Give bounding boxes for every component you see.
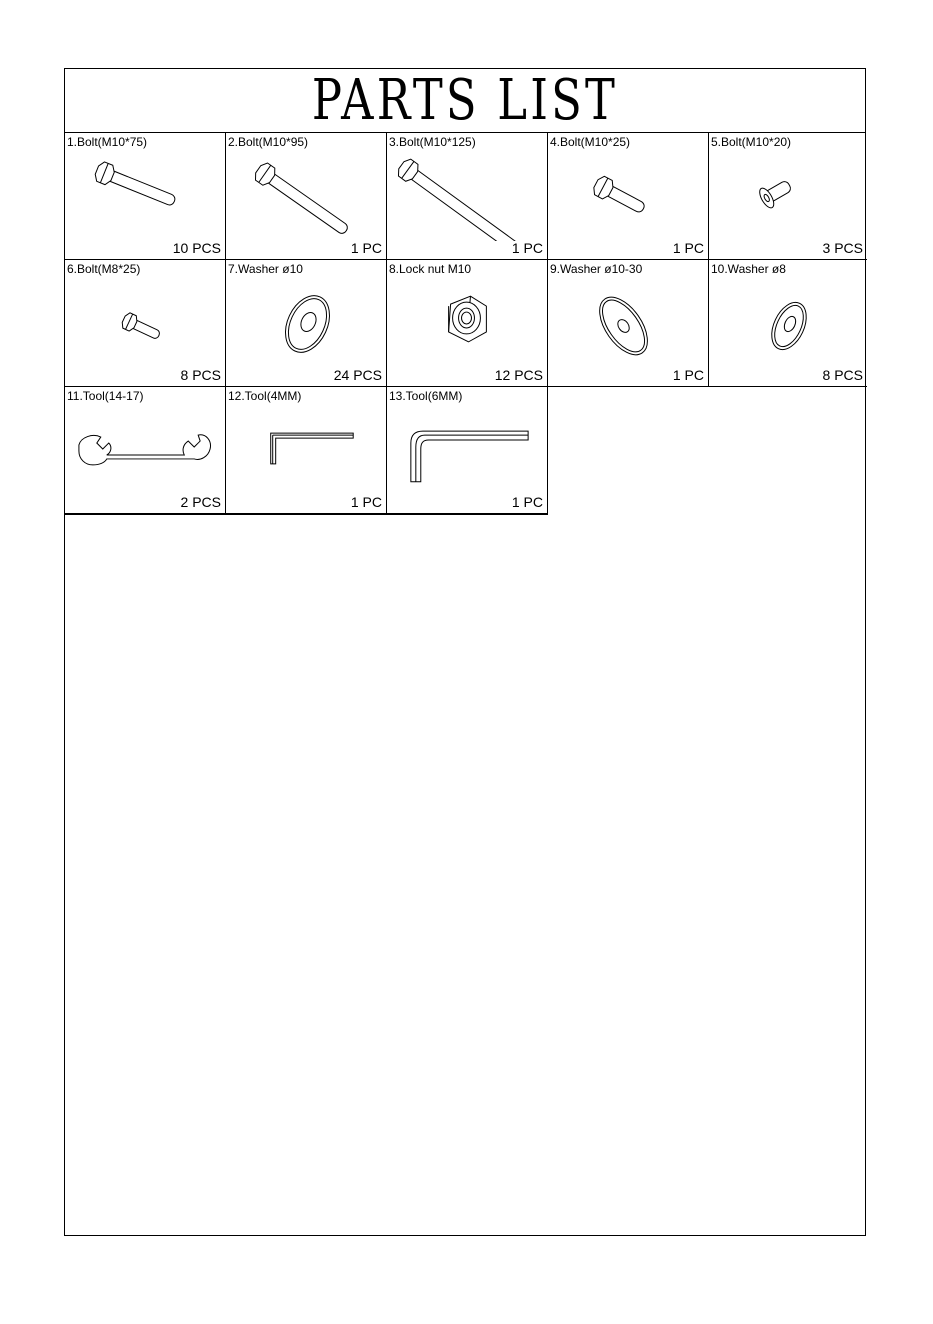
part-label: 4.Bolt(M10*25) <box>550 135 631 149</box>
part-cell-2 <box>226 133 387 260</box>
washer-icon <box>548 276 708 368</box>
part-label: 7.Washer ø10 <box>228 262 303 276</box>
part-cell-5 <box>709 133 867 260</box>
part-quantity: 1 PC <box>672 367 704 383</box>
hex-bolt-icon <box>65 276 225 368</box>
part-cell-1 <box>65 133 226 260</box>
part-quantity: 1 PC <box>672 240 704 256</box>
part-label: 12.Tool(4MM) <box>228 389 302 403</box>
part-quantity: 24 PCS <box>333 367 382 383</box>
part-label: 9.Washer ø10-30 <box>550 262 643 276</box>
part-label: 13.Tool(6MM) <box>389 389 463 403</box>
part-label: 8.Lock nut M10 <box>389 262 472 276</box>
title-box <box>65 69 865 133</box>
part-quantity: 3 PCS <box>822 240 863 256</box>
part-quantity: 8 PCS <box>822 367 863 383</box>
part-cell-6 <box>65 260 226 387</box>
part-quantity: 8 PCS <box>180 367 221 383</box>
part-quantity: 1 PC <box>511 494 543 510</box>
part-label: 5.Bolt(M10*20) <box>711 135 792 149</box>
empty-cell <box>548 387 867 514</box>
part-cell-12 <box>226 387 387 514</box>
part-label: 1.Bolt(M10*75) <box>67 135 148 149</box>
part-cell-7 <box>226 260 387 387</box>
part-quantity: 1 PC <box>511 240 543 256</box>
part-label: 6.Bolt(M8*25) <box>67 262 141 276</box>
part-cell-11 <box>65 387 226 514</box>
lock-nut-icon <box>387 276 547 368</box>
part-label: 10.Washer ø8 <box>711 262 786 276</box>
hex-bolt-icon <box>226 149 386 241</box>
part-quantity: 12 PCS <box>494 367 543 383</box>
part-cell-4 <box>548 133 709 260</box>
part-cell-8 <box>387 260 548 387</box>
part-quantity: 2 PCS <box>180 494 221 510</box>
part-cell-9 <box>548 260 709 387</box>
part-quantity: 10 PCS <box>172 240 221 256</box>
part-label: 3.Bolt(M10*125) <box>389 135 476 149</box>
hex-bolt-icon <box>548 149 708 241</box>
part-quantity: 1 PC <box>350 240 382 256</box>
grid-bottom-divider <box>65 514 548 515</box>
hex-bolt-icon <box>387 149 547 241</box>
allen-key-icon <box>387 403 547 495</box>
wrench-icon <box>65 403 225 495</box>
washer-icon <box>226 276 386 368</box>
page-title: PARTS LIST <box>311 68 619 133</box>
allen-key-icon <box>226 403 386 495</box>
parts-list-frame <box>64 68 866 1236</box>
hex-bolt-icon <box>65 149 225 241</box>
part-cell-3 <box>387 133 548 260</box>
part-label: 11.Tool(14-17) <box>67 389 144 403</box>
part-quantity: 1 PC <box>350 494 382 510</box>
washer-icon <box>709 276 867 368</box>
part-cell-10 <box>709 260 867 387</box>
part-label: 2.Bolt(M10*95) <box>228 135 309 149</box>
countersunk-bolt-icon <box>709 149 867 241</box>
part-cell-13 <box>387 387 548 514</box>
